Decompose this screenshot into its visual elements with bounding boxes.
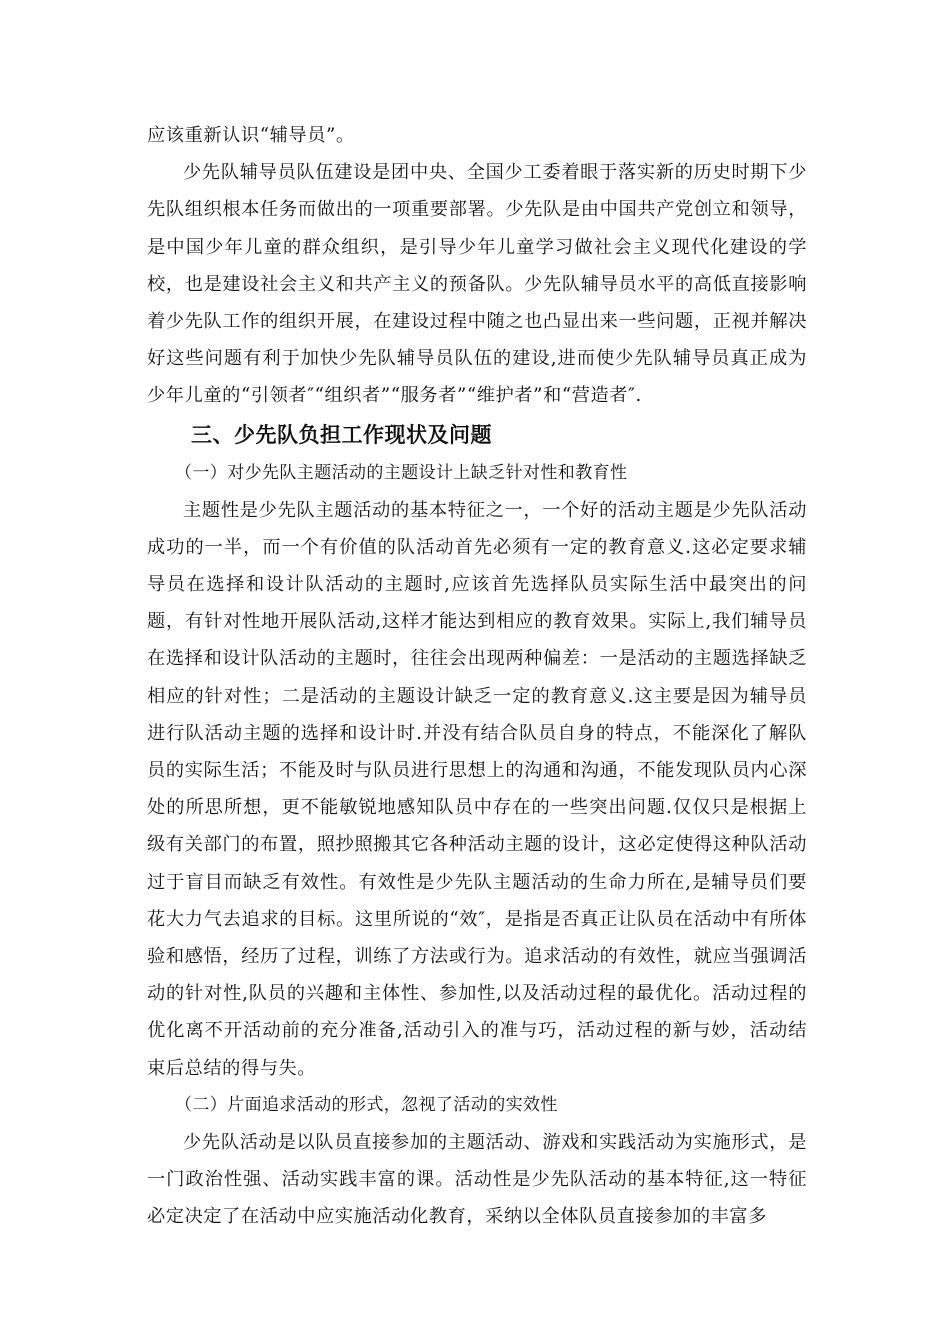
paragraph-continuation: 应该重新认识“辅导员”。 bbox=[147, 125, 355, 146]
subheading-theme-design: （一）对少先队主题活动的主题设计上缺乏针对性和教育性 bbox=[175, 462, 628, 483]
paragraph-counselor-team: 少先队辅导员队伍建设是团中央、全国少工委着眼于落实新的历史时期下少先队组织根本任务而做出的一项重要部署。少先队是由中国共产党创立和领导，是中国少年儿童的群众组织，是引导少年儿童学习做社会主义现代化建设的学校，也是建设社会主义和共产主义的预备队。少先队辅导员水平的高低直接影响着少先队工作的组织开展，在建设过程中随之也凸显出来一些问题，正视并解决好这些问题有利于加快少先队辅导员队伍的建设,进而使少先队辅导员真正成为少年儿童的“引领者″“组织者”“服务者”“维护者”和“营造者″. bbox=[147, 162, 807, 407]
section-heading: 三、少先队负担工作现状及问题 bbox=[191, 422, 492, 447]
document-body bbox=[147, 117, 807, 1235]
paragraph-activity-practice: 少先队活动是以队员直接参加的主题活动、游戏和实践活动为实施形式，是一门政治性强、活动实践丰富的课。活动性是少先队活动的基本特征,这一特征必定决定了在活动中应实施活动化教育，采纳以全体队员直接参加的丰富多 bbox=[147, 1131, 807, 1228]
subheading-activity-form: （二）片面追求活动的形式，忽视了活动的实效性 bbox=[175, 1094, 558, 1115]
paragraph-theme-activity: 主题性是少先队主题活动的基本特征之一，一个好的活动主题是少先队活动成功的一半，而一个有价值的队活动首先必须有一定的教育意义.这必定要求辅导员在选择和设计队活动的主题时,应该首先选择队员实际生活中最突出的问题，有针对性地开展队活动,这样才能达到相应的教育效果。实际上,我们辅导员在选择和设计队活动的主题时，往往会出现两种偏差：一是活动的主题选择缺乏相应的针对性；二是活动的主题设计缺乏一定的教育意义.这主要是因为辅导员进行队活动主题的选择和设计时.并没有结合队员自身的特点，不能深化了解队员的实际生活；不能及时与队员进行思想上的沟通和沟通，不能发现队员内心深处的所思所想，更不能敏锐地感知队员中存在的一些突出问题.仅仅只是根据上级有关部门的布置，照抄照搬其它各种活动主题的设计，这必定使得这种队活动过于盲目而缺乏有效性。有效性是少先队主题活动的生命力所在,是辅导员们要花大力气去追求的目标。这里所说的“效″，是指是否真正让队员在活动中有所体验和感悟，经历了过程，训练了方法或行为。追求活动的有效性，就应当强调活动的针对性,队员的兴趣和主体性、参加性,以及活动过程的最优化。活动过程的优化离不开活动前的充分准备,活动引入的准与巧，活动过程的新与妙，活动结束后总结的得与失。 bbox=[147, 499, 807, 1079]
